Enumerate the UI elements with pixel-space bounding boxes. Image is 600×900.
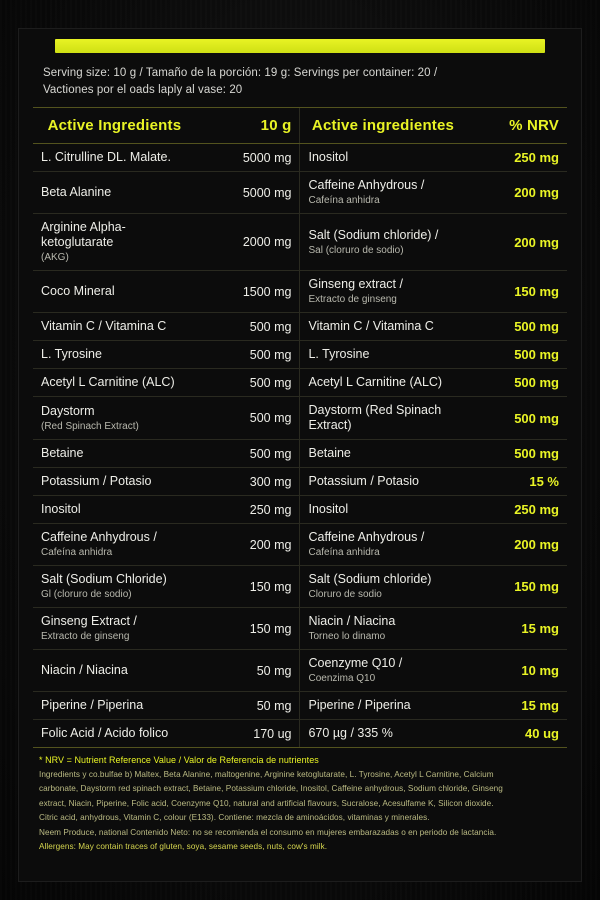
ingredient-name-es: Vitamin C / Vitamina C	[300, 313, 466, 341]
ingredient-name-es: Piperine / Piperina	[300, 692, 466, 720]
serving-info	[33, 65, 567, 107]
ingredient-amount-es: 500 mg	[466, 369, 567, 397]
ingredient-amount-en: 500 mg	[196, 397, 300, 440]
ingredient-name-es: Coenzyme Q10 / Coenzima Q10	[300, 650, 466, 692]
ingredients-line-5: Neem Produce, national Contenido Neto: no se recomienda el consumo en mujeres embarazadas o en periodo de lactancia.	[39, 827, 497, 837]
table-row	[33, 608, 567, 650]
table-row	[33, 271, 567, 313]
table-row	[33, 369, 567, 397]
table-body	[33, 144, 567, 748]
header-nrv: % NRV	[466, 108, 567, 144]
table-row	[33, 650, 567, 692]
table-header	[33, 108, 567, 144]
ingredient-name-es: Acetyl L Carnitine (ALC)	[300, 369, 466, 397]
ingredient-name-en: Arginine Alpha-ketoglutarate (AKG)	[33, 214, 196, 271]
ingredient-amount-en: 200 mg	[196, 524, 300, 566]
ingredient-name-es: Potassium / Potasio	[300, 468, 466, 496]
ingredients-line-3: extract, Niacin, Piperine, Folic acid, Coenzyme Q10, natural and artificial flavours, Sucralose, Acesulfame K, Silicon dioxide.	[39, 798, 494, 808]
table-row	[33, 566, 567, 608]
ingredient-name-es: Inositol	[300, 144, 466, 172]
nrv-footnote: * NRV = Nutrient Reference Value / Valor de Referencia de nutrientes	[39, 755, 319, 765]
table-row	[33, 468, 567, 496]
ingredients-table	[33, 107, 567, 748]
ingredient-amount-en: 500 mg	[196, 440, 300, 468]
ingredient-name-en: Piperine / Piperina	[33, 692, 196, 720]
table-row	[33, 341, 567, 369]
ingredient-name-es: Betaine	[300, 440, 466, 468]
accent-top-bar	[55, 39, 545, 53]
ingredient-amount-es: 500 mg	[466, 313, 567, 341]
ingredient-name-en: Caffeine Anhydrous / Cafeína anhidra	[33, 524, 196, 566]
ingredient-amount-en: 300 mg	[196, 468, 300, 496]
ingredients-line-2: carbonate, Daystorm red spinach extract, Betaine, Potassium chloride, Inositol, Caffeine anhydrous, Sodium chloride, Ginseng	[39, 784, 503, 793]
ingredient-amount-en: 50 mg	[196, 650, 300, 692]
ingredient-name-en: Vitamin C / Vitamina C	[33, 313, 196, 341]
ingredient-amount-es: 15 mg	[466, 608, 567, 650]
table-header-row	[33, 108, 567, 144]
ingredient-subname-en: (Red Spinach Extract)	[41, 420, 139, 432]
ingredient-subname-es: Cafeína anhidra	[308, 547, 380, 558]
ingredient-amount-es: 250 mg	[466, 496, 567, 524]
ingredients-line-1: Ingredients y co.bulfae b) Maltex, Beta Alanine, maltogenine, Arginine ketoglutarate, L. Tyrosine, Acetyl L Carnitine, Calcium	[39, 769, 494, 779]
allergen-statement: Allergens: May contain traces of gluten, soya, sesame seeds, nuts, cow's milk.	[39, 842, 328, 851]
ingredient-amount-en: 5000 mg	[196, 172, 300, 214]
ingredient-amount-es: 15 mg	[466, 692, 567, 720]
label-panel	[18, 28, 582, 882]
ingredient-name-en: Niacin / Niacina	[33, 650, 196, 692]
ingredient-name-en: Daystorm (Red Spinach Extract)	[33, 397, 196, 440]
ingredient-amount-es: 500 mg	[466, 397, 567, 440]
ingredient-subname-es: Cafeína anhidra	[308, 195, 380, 206]
ingredient-subname-es: Coenzima Q10	[308, 673, 376, 684]
ingredient-name-es: L. Tyrosine	[300, 341, 466, 369]
ingredient-name-es: Caffeine Anhydrous / Cafeína anhidra	[300, 524, 466, 566]
ingredient-subname-es: Torneo lo dinamo	[308, 631, 386, 642]
ingredient-subname-en: Gl (cloruro de sodio)	[41, 589, 132, 600]
ingredient-name-en: L. Citrulline DL. Malate.	[33, 144, 196, 172]
ingredient-name-es: Daystorm (Red Spinach Extract)	[300, 397, 466, 440]
ingredient-name-es: Caffeine Anhydrous / Cafeína anhidra	[300, 172, 466, 214]
ingredient-name-es: 670 µg / 335 %	[300, 720, 466, 748]
servings-per-container-line: Vactiones por el oads laply al vase: 20	[43, 84, 243, 96]
ingredient-amount-en: 2000 mg	[196, 214, 300, 271]
ingredient-amount-en: 170 ug	[196, 720, 300, 748]
ingredient-amount-es: 40 ug	[466, 720, 567, 748]
table-row	[33, 214, 567, 271]
ingredient-amount-en: 150 mg	[196, 608, 300, 650]
table-row	[33, 692, 567, 720]
ingredient-name-en: Beta Alanine	[33, 172, 196, 214]
ingredient-amount-en: 50 mg	[196, 692, 300, 720]
ingredient-subname-en: Cafeína anhidra	[41, 547, 113, 558]
table-row	[33, 720, 567, 748]
ingredient-amount-en: 250 mg	[196, 496, 300, 524]
ingredient-name-es: Salt (Sodium chloride) / Sal (cloruro de sodio)	[300, 214, 466, 271]
ingredient-amount-es: 150 mg	[466, 271, 567, 313]
ingredient-name-en: Betaine	[33, 440, 196, 468]
table-row	[33, 313, 567, 341]
table-row	[33, 397, 567, 440]
table-row	[33, 524, 567, 566]
ingredient-subname-en: Extracto de ginseng	[41, 631, 130, 642]
ingredient-amount-es: 200 mg	[466, 214, 567, 271]
ingredient-name-en: Ginseng Extract / Extracto de ginseng	[33, 608, 196, 650]
header-active-ingredients-es: Active ingredientes	[300, 108, 466, 144]
ingredient-name-en: Inositol	[33, 496, 196, 524]
ingredient-name-en: L. Tyrosine	[33, 341, 196, 369]
ingredient-amount-en: 150 mg	[196, 566, 300, 608]
footnotes	[33, 755, 567, 856]
table-row	[33, 144, 567, 172]
ingredient-amount-es: 150 mg	[466, 566, 567, 608]
ingredient-subname-es: Cloruro de sodio	[308, 589, 382, 600]
table-row	[33, 172, 567, 214]
ingredient-amount-es: 500 mg	[466, 440, 567, 468]
ingredient-subname-es: Sal (cloruro de sodio)	[308, 244, 404, 256]
serving-size-line: Serving size: 10 g / Tamaño de la porción: 19 g: Servings per container: 20 /	[43, 67, 438, 79]
table-row	[33, 440, 567, 468]
ingredient-amount-es: 200 mg	[466, 524, 567, 566]
ingredient-name-es: Ginseng extract / Extracto de ginseng	[300, 271, 466, 313]
ingredient-amount-en: 1500 mg	[196, 271, 300, 313]
header-amount: 10 g	[196, 108, 300, 144]
ingredient-name-en: Potassium / Potasio	[33, 468, 196, 496]
ingredient-name-en: Folic Acid / Acido folico	[33, 720, 196, 748]
ingredient-name-es: Niacin / Niacina Torneo lo dinamo	[300, 608, 466, 650]
ingredient-amount-es: 500 mg	[466, 341, 567, 369]
ingredient-name-en: Coco Mineral	[33, 271, 196, 313]
table-row	[33, 496, 567, 524]
ingredient-amount-en: 5000 mg	[196, 144, 300, 172]
ingredient-amount-es: 10 mg	[466, 650, 567, 692]
ingredients-line-4: Citric acid, anhydrous, Vitamin C, colour (E133). Contiene: mezcla de aminoácidos, vitaminas y minerales.	[39, 813, 430, 822]
ingredient-name-es: Salt (Sodium chloride) Cloruro de sodio	[300, 566, 466, 608]
ingredient-amount-en: 500 mg	[196, 341, 300, 369]
ingredient-amount-es: 200 mg	[466, 172, 567, 214]
ingredient-name-en: Acetyl L Carnitine (ALC)	[33, 369, 196, 397]
ingredient-amount-es: 250 mg	[466, 144, 567, 172]
ingredient-amount-es: 15 %	[466, 468, 567, 496]
header-active-ingredients-en: Active Ingredients	[33, 108, 196, 144]
ingredient-amount-en: 500 mg	[196, 313, 300, 341]
ingredient-amount-en: 500 mg	[196, 369, 300, 397]
ingredient-name-en: Salt (Sodium Chloride) Gl (cloruro de sodio)	[33, 566, 196, 608]
ingredient-subname-en: (AKG)	[41, 252, 69, 263]
ingredient-name-es: Inositol	[300, 496, 466, 524]
ingredient-subname-es: Extracto de ginseng	[308, 294, 397, 305]
